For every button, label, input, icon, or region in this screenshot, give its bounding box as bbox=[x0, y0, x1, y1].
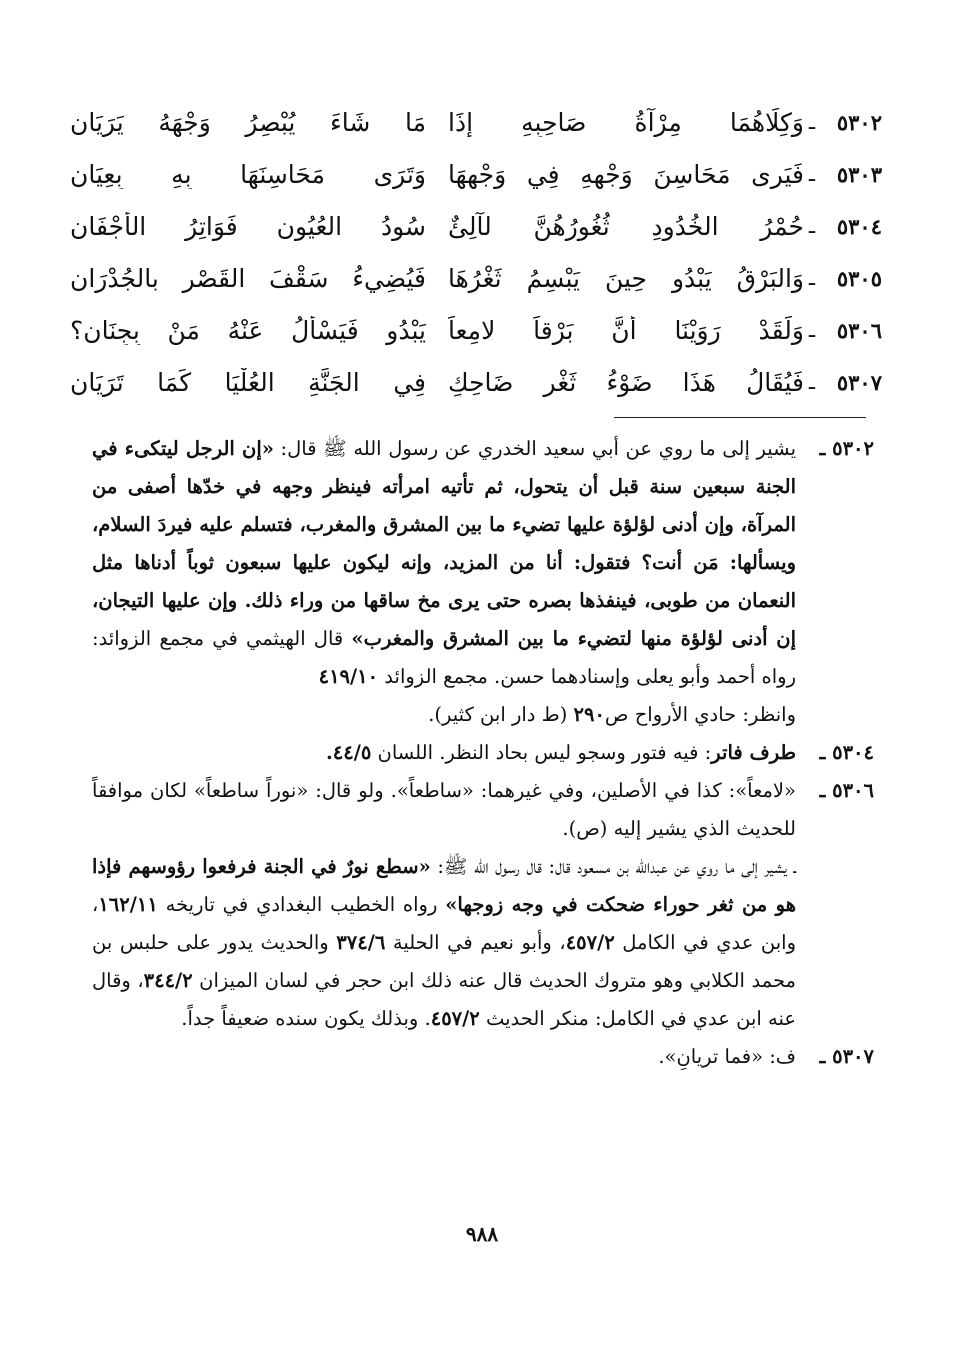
reference: ٢٩٠ bbox=[573, 703, 605, 726]
verse-first-hemistich: فَيَرى مَحَاسِنَ وَجْهِهِ فِي وَجْهِهَا bbox=[448, 159, 804, 189]
verse-dash: ـ bbox=[808, 214, 816, 238]
verse-number: ٥٣٠٢ bbox=[836, 109, 882, 135]
defined-term: طرف فاتر bbox=[711, 741, 796, 764]
reference: ٤١٩/١٠ bbox=[318, 665, 379, 688]
footnote-text: قال الهيثمي في مجمع الزوائد: رواه أحمد وأبو يعلى وإسنادهما حسن. مجمع الزوائد bbox=[92, 627, 796, 688]
footnote-text: ـ يشير إلى ما روي عن عبدالله بن مسعود قال: قال رسول الله ﷺ: bbox=[430, 855, 796, 878]
reference: ٤٥٧/٢ bbox=[430, 1007, 480, 1030]
footnote-separator bbox=[614, 417, 866, 418]
footnote-text: ، وقال عنه ابن عدي في الكامل: منكر الحديث bbox=[92, 969, 796, 1030]
footnote-text: ، وأبو نعيم في الحلية bbox=[385, 931, 566, 954]
footnote-number: ٥٣٠٢ ـ bbox=[819, 437, 874, 460]
footnote-body: ف: «فما تريانِ». bbox=[658, 1045, 796, 1068]
verse-5302 bbox=[70, 96, 882, 148]
poem-verses bbox=[70, 96, 882, 408]
verse-first-hemistich: فَيُقَالُ هَذَا ضَوْءُ ثَغْرٍ ضَاحِكٍ bbox=[448, 367, 804, 397]
verse-second-hemistich: مَا شَاءَ يُبْصِرُ وَجْهَهُ يَرَيَانِ bbox=[70, 107, 426, 137]
verse-number: ٥٣٠٣ bbox=[836, 161, 882, 187]
footnote-body bbox=[92, 734, 796, 772]
verse-first-hemistich: حُمْرُ الخُدُودِ ثُغُورُهُنَّ لآلِئٌ bbox=[448, 211, 804, 241]
footnote-text: ، وابن عدي في الكامل bbox=[92, 893, 796, 954]
verse-dash: ـ bbox=[808, 162, 816, 186]
footnote-body: «لامعاً»: كذا في الأصلين، وفي غيرهما: «ساطعاً». ولو قال: «نوراً ساطعاً» لكان موافقاً للحديث الذي يشير إليه (ص). bbox=[92, 779, 796, 840]
footnote-5304 bbox=[92, 734, 874, 772]
footnote-text: والحديث يدور على حلبس بن محمد الكلابي وهو متروك الحديث قال عنه ذلك ابن حجر في لسان الميزان bbox=[92, 931, 796, 992]
verse-dash: ـ bbox=[808, 370, 816, 394]
verse-second-hemistich: وَتَرَى مَحَاسِنَهَا بِهِ بِعِيَانِ bbox=[70, 159, 426, 189]
verse-second-hemistich: سُودُ العُيُونِ فَوَاتِرُ الأَجْفَانِ bbox=[70, 211, 426, 241]
reference: ٤٤/٥. bbox=[325, 741, 372, 764]
footnote-text: يشير إلى ما روي عن أبي سعيد الخدري عن رسول الله ﷺ قال: bbox=[273, 437, 796, 460]
footnote-text: وانظر: حادي الأرواح ص bbox=[604, 703, 796, 726]
verse-first-hemistich: وَلَقَدْ رَوَيْنَا أَنَّ بَرْقاً لامِعاً bbox=[448, 315, 804, 345]
footnote-5302 bbox=[92, 430, 874, 734]
verse-dash: ـ bbox=[808, 110, 816, 134]
footnote-text: رواه الخطيب البغدادي في تاريخه bbox=[157, 893, 446, 916]
verse-dash: ـ bbox=[808, 318, 816, 342]
reference: ١٦٢/١١ bbox=[98, 893, 158, 916]
verse-5307 bbox=[70, 356, 882, 408]
reference: ٣٤٤/٢ bbox=[143, 969, 193, 992]
verse-5303 bbox=[70, 148, 882, 200]
verse-second-hemistich: فَيُضِيءُ سَقْفَ القَصْرِ بالجُدْرَانِ bbox=[70, 263, 426, 293]
verse-number: ٥٣٠٧ bbox=[836, 369, 882, 395]
verse-second-hemistich: فِي الجَنَّةِ العُلْيَا كَمَا تَرَيَانِ bbox=[70, 367, 426, 397]
footnote-5307 bbox=[92, 1038, 874, 1076]
footnote-body bbox=[92, 430, 796, 734]
verse-number: ٥٣٠٤ bbox=[836, 213, 882, 239]
verse-first-hemistich: وَكِلَاهُمَا مِرْآةُ صَاحِبِهِ إِذَا bbox=[448, 107, 804, 137]
footnote-text: (ط دار ابن كثير). bbox=[428, 703, 574, 726]
hadith-text: «سطع نورٌ في الجنة فرفعوا رؤوسهم فإذا هو من ثغر حوراء ضحكت في وجه زوجها» bbox=[92, 855, 796, 916]
hadith-text: «إن الرجل ليتكىء في الجنة سبعين سنة قبل أن يتحول، ثم تأتيه امرأته فينظر وجهه في خدّها أصفى من المرآة، وإن أدنى لؤلؤة عليها تضيء ما بين المشرق والمغرب، فتسلم عليه فيردَ السلام، ويسألها: مَن أنت؟ فتقول: أنا من المزيد، وإنه ليكون عليها سبعون ثوباً أدناها مثل النعمان من طوبى، فينفذها بصره حتى يرى مخ ساقها من وراء ذلك. وإن عليها التيجان، إن أدنى لؤلؤة منها لتضيء ما بين المشرق والمغرب» bbox=[92, 437, 796, 650]
footnote-5306-continuation bbox=[92, 848, 796, 1038]
verse-5306 bbox=[70, 304, 882, 356]
verse-number: ٥٣٠٥ bbox=[836, 265, 882, 291]
verse-dash: ـ bbox=[808, 266, 816, 290]
footnote-number: ٥٣٠٦ ـ bbox=[819, 779, 874, 802]
verse-second-hemistich: يَبْدُو فَيَسْأَلُ عَنْهُ مَنْ بِجِنَانِ؟ bbox=[70, 315, 426, 345]
verse-5305 bbox=[70, 252, 882, 304]
reference: ٤٥٧/٢ bbox=[565, 931, 615, 954]
footnotes bbox=[92, 430, 874, 1076]
footnote-text: : فيه فتور وسجو ليس بحاد النظر. اللسان bbox=[371, 741, 712, 764]
verse-number: ٥٣٠٦ bbox=[836, 317, 882, 343]
footnote-text: . وبذلك يكون سنده ضعيفاً جداً. bbox=[181, 1007, 431, 1030]
reference: ٣٧٤/٦ bbox=[336, 931, 386, 954]
footnote-number: ٥٣٠٧ ـ bbox=[819, 1045, 874, 1068]
page-number: ٩٨٨ bbox=[465, 1222, 499, 1246]
footnote-number: ٥٣٠٤ ـ bbox=[819, 741, 874, 764]
footnote-5306 bbox=[92, 772, 874, 848]
verse-first-hemistich: وَالبَرْقُ يَبْدُو حِينَ يَبْسِمُ ثَغْرُهَا bbox=[448, 263, 804, 293]
verse-5304 bbox=[70, 200, 882, 252]
